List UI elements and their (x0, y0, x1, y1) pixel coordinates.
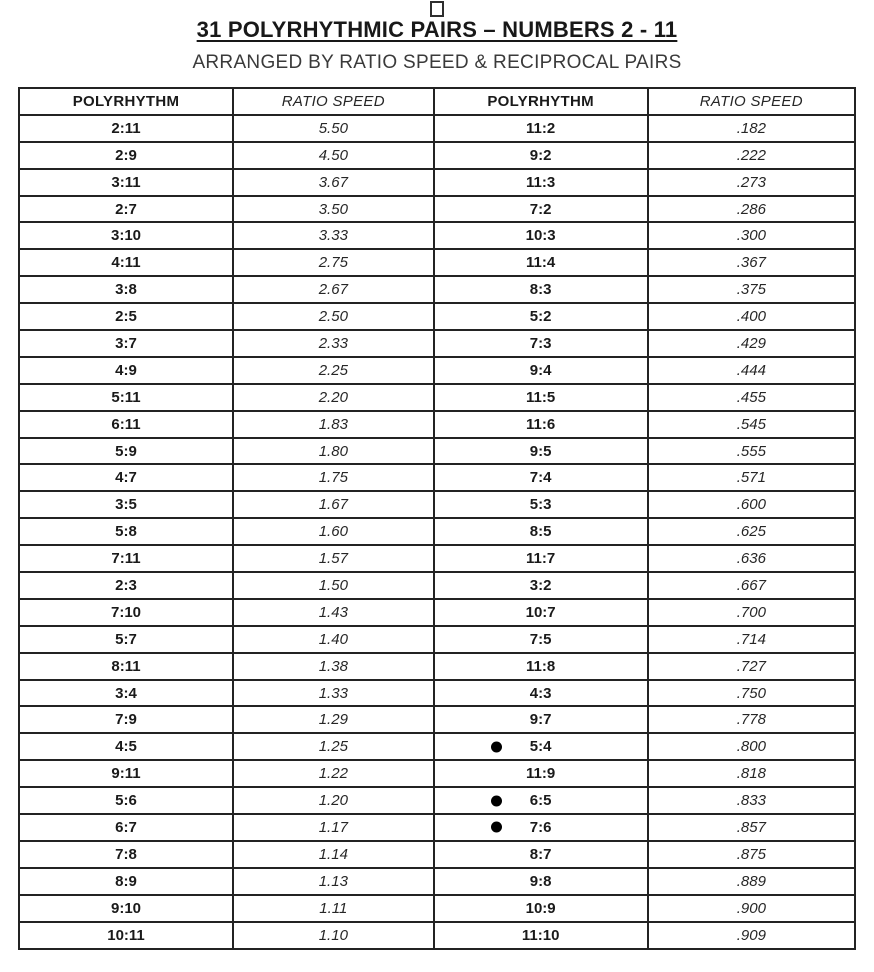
right-ratio-speed-cell: .833 (648, 787, 855, 814)
left-polyrhythm-cell: 5:6 (19, 787, 233, 814)
left-polyrhythm-cell: 8:9 (19, 868, 233, 895)
table-row (19, 249, 855, 276)
left-ratio-speed-cell: 2.20 (233, 384, 434, 411)
table-row (19, 814, 855, 841)
right-polyrhythm-cell (434, 814, 648, 841)
left-ratio-speed-cell: 4.50 (233, 142, 434, 169)
right-polyrhythm-value: 9:2 (529, 146, 552, 164)
left-ratio-speed-cell: 1.80 (233, 438, 434, 465)
right-polyrhythm-value: 11:5 (526, 388, 556, 406)
right-polyrhythm-cell (434, 518, 648, 545)
table-row (19, 142, 855, 169)
right-polyrhythm-value: 3:2 (529, 576, 552, 594)
left-ratio-speed-cell: 3.33 (233, 222, 434, 249)
left-polyrhythm-cell: 4:7 (19, 464, 233, 491)
right-polyrhythm-value: 9:4 (529, 361, 552, 379)
left-polyrhythm-cell: 9:11 (19, 760, 233, 787)
table-row (19, 357, 855, 384)
table-row (19, 922, 855, 949)
left-polyrhythm-cell: 4:5 (19, 733, 233, 760)
right-ratio-speed-cell: .375 (648, 276, 855, 303)
right-ratio-speed-cell: .367 (648, 249, 855, 276)
page-title: 31 POLYRHYTHMIC PAIRS – NUMBERS 2 - 11 (196, 17, 678, 42)
left-ratio-speed-cell: 1.40 (233, 626, 434, 653)
left-ratio-speed-cell: 3.50 (233, 196, 434, 223)
left-ratio-speed-cell: 1.22 (233, 760, 434, 787)
right-polyrhythm-value: 8:7 (529, 845, 552, 863)
left-polyrhythm-cell: 5:7 (19, 626, 233, 653)
right-polyrhythm-cell (434, 357, 648, 384)
right-polyrhythm-cell (434, 599, 648, 626)
right-polyrhythm-value: 8:5 (529, 523, 552, 541)
table-row (19, 222, 855, 249)
table-row (19, 760, 855, 787)
right-polyrhythm-value: 7:4 (529, 469, 552, 487)
right-polyrhythm-cell (434, 545, 648, 572)
left-ratio-speed-cell: 1.43 (233, 599, 434, 626)
left-polyrhythm-cell: 3:8 (19, 276, 233, 303)
right-polyrhythm-cell (434, 868, 648, 895)
left-polyrhythm-cell: 9:10 (19, 895, 233, 922)
right-polyrhythm-cell (434, 438, 648, 465)
right-ratio-speed-cell: .750 (648, 680, 855, 707)
right-polyrhythm-cell (434, 491, 648, 518)
right-polyrhythm-value: 11:2 (526, 119, 556, 137)
left-polyrhythm-cell: 7:8 (19, 841, 233, 868)
right-polyrhythm-value: 7:5 (529, 630, 552, 648)
table-row (19, 196, 855, 223)
right-ratio-speed-cell: .222 (648, 142, 855, 169)
right-ratio-speed-cell: .778 (648, 706, 855, 733)
right-ratio-speed-cell: .714 (648, 626, 855, 653)
left-ratio-speed-cell: 1.14 (233, 841, 434, 868)
right-polyrhythm-cell (434, 196, 648, 223)
table-row (19, 115, 855, 142)
right-polyrhythm-value: 10:3 (525, 227, 556, 245)
page-subtitle: ARRANGED BY RATIO SPEED & RECIPROCAL PAIRS (192, 52, 682, 73)
table-row (19, 706, 855, 733)
bullet-dot-icon (491, 822, 502, 833)
right-polyrhythm-cell (434, 411, 648, 438)
table-row (19, 626, 855, 653)
left-ratio-speed-cell: 1.57 (233, 545, 434, 572)
right-polyrhythm-value: 11:6 (526, 415, 556, 433)
right-polyrhythm-value: 7:2 (529, 200, 552, 218)
bullet-dot-icon (491, 795, 502, 806)
left-polyrhythm-cell: 7:11 (19, 545, 233, 572)
right-ratio-speed-cell: .625 (648, 518, 855, 545)
left-ratio-speed-cell: 1.20 (233, 787, 434, 814)
left-polyrhythm-cell: 4:9 (19, 357, 233, 384)
left-ratio-speed-cell: 1.11 (233, 895, 434, 922)
left-ratio-speed-cell: 2.67 (233, 276, 434, 303)
table-row (19, 303, 855, 330)
right-polyrhythm-cell (434, 249, 648, 276)
right-ratio-speed-cell: .727 (648, 653, 855, 680)
left-polyrhythm-cell: 2:9 (19, 142, 233, 169)
right-ratio-speed-cell: .273 (648, 169, 855, 196)
left-ratio-speed-cell: 1.50 (233, 572, 434, 599)
table-row (19, 438, 855, 465)
left-ratio-speed-cell: 1.67 (233, 491, 434, 518)
right-ratio-speed-cell: .571 (648, 464, 855, 491)
right-polyrhythm-value: 8:3 (529, 281, 552, 299)
table-row (19, 518, 855, 545)
right-polyrhythm-value: 7:3 (529, 334, 552, 352)
right-polyrhythm-value: 4:3 (529, 684, 552, 702)
left-ratio-speed-cell: 1.29 (233, 706, 434, 733)
right-polyrhythm-cell (434, 142, 648, 169)
right-ratio-speed-cell: .667 (648, 572, 855, 599)
right-polyrhythm-cell (434, 895, 648, 922)
left-ratio-speed-cell: 1.13 (233, 868, 434, 895)
right-polyrhythm-cell (434, 115, 648, 142)
right-polyrhythm-cell (434, 706, 648, 733)
right-polyrhythm-cell (434, 922, 648, 949)
table-row (19, 169, 855, 196)
left-polyrhythm-cell: 6:11 (19, 411, 233, 438)
left-ratio-speed-cell: 1.25 (233, 733, 434, 760)
left-polyrhythm-cell: 2:7 (19, 196, 233, 223)
table-row (19, 491, 855, 518)
bullet-dot-icon (491, 741, 502, 752)
right-polyrhythm-cell (434, 733, 648, 760)
table-row (19, 384, 855, 411)
right-polyrhythm-value: 11:4 (526, 254, 556, 272)
left-polyrhythm-cell: 5:8 (19, 518, 233, 545)
left-polyrhythm-cell: 7:9 (19, 706, 233, 733)
right-polyrhythm-cell (434, 303, 648, 330)
table-body (19, 115, 855, 949)
right-polyrhythm-value: 10:9 (525, 899, 556, 917)
right-polyrhythm-cell (434, 464, 648, 491)
right-polyrhythm-value: 9:5 (529, 442, 552, 460)
right-polyrhythm-cell (434, 330, 648, 357)
right-ratio-speed-cell: .400 (648, 303, 855, 330)
table-row (19, 733, 855, 760)
table-row (19, 330, 855, 357)
right-polyrhythm-cell (434, 169, 648, 196)
header-row (19, 88, 855, 115)
left-polyrhythm-cell: 2:11 (19, 115, 233, 142)
right-ratio-speed-cell: .700 (648, 599, 855, 626)
right-polyrhythm-value: 9:7 (529, 711, 552, 729)
right-polyrhythm-value: 5:4 (529, 738, 552, 756)
polyrhythm-table (18, 87, 856, 950)
right-polyrhythm-cell (434, 276, 648, 303)
left-ratio-speed-cell: 1.83 (233, 411, 434, 438)
header-polyrhythm-right: POLYRHYTHM (434, 88, 648, 115)
table-row (19, 599, 855, 626)
right-ratio-speed-cell: .636 (648, 545, 855, 572)
header-ratio-speed-left: RATIO SPEED (233, 88, 434, 115)
left-polyrhythm-cell: 5:11 (19, 384, 233, 411)
left-polyrhythm-cell: 7:10 (19, 599, 233, 626)
left-polyrhythm-cell: 3:11 (19, 169, 233, 196)
right-polyrhythm-cell (434, 222, 648, 249)
right-polyrhythm-value: 9:8 (529, 872, 552, 890)
left-ratio-speed-cell: 1.75 (233, 464, 434, 491)
left-polyrhythm-cell: 10:11 (19, 922, 233, 949)
left-ratio-speed-cell: 5.50 (233, 115, 434, 142)
table-row (19, 680, 855, 707)
right-polyrhythm-cell (434, 760, 648, 787)
right-ratio-speed-cell: .555 (648, 438, 855, 465)
right-ratio-speed-cell: .857 (648, 814, 855, 841)
header-polyrhythm-left: POLYRHYTHM (19, 88, 233, 115)
left-polyrhythm-cell: 3:5 (19, 491, 233, 518)
left-ratio-speed-cell: 2.25 (233, 357, 434, 384)
left-polyrhythm-cell: 6:7 (19, 814, 233, 841)
right-polyrhythm-value: 5:3 (529, 496, 552, 514)
right-ratio-speed-cell: .429 (648, 330, 855, 357)
right-polyrhythm-cell (434, 841, 648, 868)
right-ratio-speed-cell: .455 (648, 384, 855, 411)
right-ratio-speed-cell: .182 (648, 115, 855, 142)
left-polyrhythm-cell: 2:5 (19, 303, 233, 330)
right-polyrhythm-cell (434, 626, 648, 653)
right-polyrhythm-cell (434, 572, 648, 599)
left-polyrhythm-cell: 3:10 (19, 222, 233, 249)
left-ratio-speed-cell: 2.75 (233, 249, 434, 276)
left-ratio-speed-cell: 1.10 (233, 922, 434, 949)
right-ratio-speed-cell: .800 (648, 733, 855, 760)
right-ratio-speed-cell: .889 (648, 868, 855, 895)
left-polyrhythm-cell: 3:7 (19, 330, 233, 357)
right-ratio-speed-cell: .286 (648, 196, 855, 223)
right-ratio-speed-cell: .444 (648, 357, 855, 384)
left-polyrhythm-cell: 2:3 (19, 572, 233, 599)
table-row (19, 572, 855, 599)
left-polyrhythm-cell: 8:11 (19, 653, 233, 680)
left-ratio-speed-cell: 2.50 (233, 303, 434, 330)
header-ratio-speed-right: RATIO SPEED (648, 88, 855, 115)
table-row (19, 464, 855, 491)
table-row (19, 411, 855, 438)
left-ratio-speed-cell: 1.33 (233, 680, 434, 707)
table-row (19, 841, 855, 868)
left-polyrhythm-cell: 5:9 (19, 438, 233, 465)
right-polyrhythm-value: 5:2 (529, 308, 552, 326)
table-row (19, 653, 855, 680)
left-ratio-speed-cell: 2.33 (233, 330, 434, 357)
right-polyrhythm-cell (434, 653, 648, 680)
table-row (19, 276, 855, 303)
left-polyrhythm-cell: 4:11 (19, 249, 233, 276)
right-polyrhythm-value: 11:9 (526, 765, 556, 783)
right-ratio-speed-cell: .818 (648, 760, 855, 787)
right-ratio-speed-cell: .545 (648, 411, 855, 438)
right-ratio-speed-cell: .900 (648, 895, 855, 922)
table-row (19, 545, 855, 572)
stray-box-glyph (430, 1, 444, 17)
right-ratio-speed-cell: .875 (648, 841, 855, 868)
right-polyrhythm-value: 7:6 (529, 818, 552, 836)
table-row (19, 787, 855, 814)
table-row (19, 868, 855, 895)
left-polyrhythm-cell: 3:4 (19, 680, 233, 707)
right-polyrhythm-cell (434, 680, 648, 707)
right-ratio-speed-cell: .909 (648, 922, 855, 949)
right-polyrhythm-value: 11:3 (526, 173, 556, 191)
left-ratio-speed-cell: 3.67 (233, 169, 434, 196)
right-ratio-speed-cell: .600 (648, 491, 855, 518)
right-polyrhythm-value: 6:5 (529, 792, 552, 810)
right-polyrhythm-cell (434, 384, 648, 411)
left-ratio-speed-cell: 1.38 (233, 653, 434, 680)
right-ratio-speed-cell: .300 (648, 222, 855, 249)
table-row (19, 895, 855, 922)
right-polyrhythm-value: 11:7 (526, 550, 556, 568)
right-polyrhythm-value: 10:7 (525, 603, 556, 621)
left-ratio-speed-cell: 1.17 (233, 814, 434, 841)
right-polyrhythm-cell (434, 787, 648, 814)
left-ratio-speed-cell: 1.60 (233, 518, 434, 545)
right-polyrhythm-value: 11:8 (526, 657, 556, 675)
right-polyrhythm-value: 11:10 (521, 926, 560, 944)
